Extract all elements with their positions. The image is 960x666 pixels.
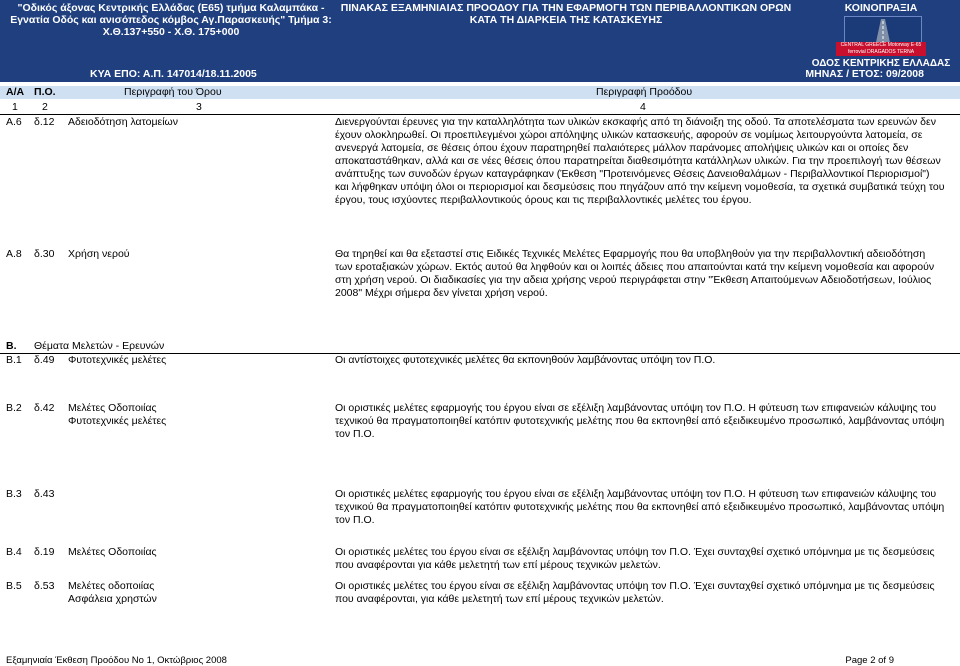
- row-term: Χρήση νερού: [68, 248, 130, 260]
- row-progress-text: Διενεργούνται έρευνες για την καταλληλότητα των υλικών εκσκαφής από τη διάνοιξη της οδού. Τα αποτελέσματα των ερευνών δεν έχουν ολοκληρωθεί. Οι προεπιλεγμένοι χώροι απόληψης υλικών κατασκευής, αφορούν σε νομίμως λειτουργούντα λατομεία, σε ανενεργά λατομεία, σε θέσεις όπου έχουν παρατηρηθεί παλαιότερες μάλλον παράνομες απολήψεις υλικών και οι οποίες δεν αποκαταστάθηκαν, αλλά και σε νέες θέσεις όπου παρατηρείται διαθεσιμότητα κατάλληλων υλικών. Για την προεπιλογή των θέσεων ανάπτυξης των συνοδών έργων καταγράφηκαν (Έκθεση "Προτεινόμενες Θέσεις Δανειοθαλάμων - Περιβαλλοντικοί Περιορισμοί") και λήφθηκαν υπόψη όλοι οι περιορισμοί και δεσμεύσεις που πηγάζουν από την κείμενη νομοθεσία, τα σχετικά συμβατικά τεύχη του έργου, τους ισχύοντες περιβαλλοντικούς όρους και τις περιβαλλοντικές μελέτες του έργου.: [335, 116, 945, 206]
- month-year: ΜΗΝΑΣ / ΕΤΟΣ: 09/2008: [805, 68, 924, 80]
- header-po: Π.Ο.: [34, 86, 56, 98]
- report-title: ΠΙΝΑΚΑΣ ΕΞΑΜΗΝΙΑΙΑΣ ΠΡΟΟΔΟΥ ΓΙΑ ΤΗΝ ΕΦΑΡΜΟΓΗ ΤΩΝ ΠΕΡΙΒΑΛΛΟΝΤΙΚΩΝ ΟΡΩΝ ΚΑΤΑ ΤΗ ΔΙΑΡΚΕΙΑ ΤΗΣ ΚΑΤΑΣΚΕΥΗΣ: [340, 2, 792, 26]
- col-number-4: 4: [640, 101, 646, 113]
- row-aa: Α.8: [6, 248, 22, 260]
- row-aa: Α.6: [6, 116, 22, 128]
- section-aa: Β.: [6, 340, 17, 352]
- row-po: δ.12: [34, 116, 55, 128]
- row-po: δ.49: [34, 354, 55, 366]
- row-po: δ.43: [34, 488, 55, 500]
- table-row: [0, 116, 960, 256]
- col-number-2: 2: [42, 101, 48, 113]
- row-term: Φυτοτεχνικές μελέτες: [68, 354, 167, 366]
- logo-banner: CENTRAL GREECE Motorway E-65 ferrovial DRAGADOS TERNA: [836, 42, 926, 56]
- report-header: [0, 0, 960, 82]
- col-number-3: 3: [196, 101, 202, 113]
- section-title: Θέματα Μελετών - Ερευνών: [34, 340, 165, 352]
- logo-top-text: ΚΟΙΝΟΠΡΑΞΙΑ: [844, 2, 918, 14]
- header-progress: Περιγραφή Προόδου: [596, 86, 693, 98]
- row-aa: Β.1: [6, 354, 22, 366]
- column-number-row: [0, 101, 960, 114]
- table-row: [0, 488, 960, 528]
- row-term: Μελέτες Οδοποιίας: [68, 546, 157, 558]
- row-term: Μελέτες οδοποιίας: [68, 580, 155, 592]
- row-progress-text: Οι οριστικές μελέτες του έργου είναι σε εξέλιξη λαμβάνοντας υπόψη τον Π.Ο. Έχει συνταχθεί σχετικό υπόμνημα με τις δεσμεύσεις που αναφέρονται για κάθε μελετητή των επί μέρους τεχνικών μελετών.: [335, 546, 935, 571]
- row-po: δ.42: [34, 402, 55, 414]
- project-title: "Οδικός άξονας Κεντρικής Ελλάδας (Ε65) τμήμα Καλαμπάκα - Εγνατία Οδός και ανισόπεδος κόμβος Αγ.Παρασκευής" Τμήμα 3: Χ.Θ.137+550 - Χ.Θ. 175+000: [10, 2, 332, 38]
- table-row: [0, 580, 960, 606]
- row-progress-text: Οι οριστικές μελέτες εφαρμογής του έργου είναι σε εξέλιξη λαμβάνοντας υπόψη τον Π.Ο. Η φύτευση των επιφανειών κάλυψης του τεχνικού θα πραγματοποιηθεί κατόπιν φυτοτεχνικής μελέτης που θα εκπονηθεί από εξειδικευμένο προσωπικό, λαμβάνοντας υπόψη τον Π.Ο.: [335, 402, 945, 440]
- row-progress-text: Οι οριστικές μελέτες του έργου είναι σε εξέλιξη λαμβάνοντας υπόψη τον Π.Ο. Έχει συνταχθεί σχετικό υπόμνημα με τις δεσμεύσεις που αναφέρονται, για κάθε μελετητή των επί μέρους τεχνικών μελετών.: [335, 580, 935, 605]
- col-number-1: 1: [12, 101, 18, 113]
- row-term-secondary: Φυτοτεχνικές μελέτες: [68, 415, 167, 427]
- row-term: Αδειοδότηση λατομείων: [68, 116, 178, 128]
- header-aa: Α/Α: [6, 86, 25, 98]
- consortium-logo: [806, 2, 956, 68]
- kya-reference: ΚΥΑ ΕΠΟ: Α.Π. 147014/18.11.2005: [90, 68, 257, 80]
- row-po: δ.53: [34, 580, 55, 592]
- section-header-row: [0, 340, 960, 353]
- divider: [0, 114, 960, 115]
- table-header-row: [0, 86, 960, 99]
- logo-bottom-text: ΟΔΟΣ ΚΕΝΤΡΙΚΗΣ ΕΛΛΑΔΑΣ: [811, 58, 951, 69]
- row-progress-text: Οι αντίστοιχες φυτοτεχνικές μελέτες θα εκπονηθούν λαμβάνοντας υπόψη τον Π.Ο.: [335, 354, 716, 366]
- row-aa: Β.4: [6, 546, 22, 558]
- footer-report-name: Εξαμηνιαία Έκθεση Προόδου Νο 1, Οκτώβριος 2008: [6, 655, 227, 666]
- row-progress-text: Θα τηρηθεί και θα εξεταστεί στις Ειδικές Τεχνικές Μελέτες Εφαρμογής που θα υποβληθούν για την περιβαλλοντική αδειοδότηση των εροταξιακών χώρων. Εκτός αυτού θα ληφθούν και οι λοιπές άδειες που απαιτούνται κατά την κείμενη νομοθεσία και αφορούν στη χρήση νερού. Οι διαδικασίες για την αδεια χρήσης νερού περιγράφεται στην "Έκθεση Απαιτούμενων Αδειοδοτήσεων, Ιούλιος 2008" Μέχρι σήμερα δεν γίνεται χρήση νερού.: [335, 248, 935, 299]
- row-term: Μελέτες Οδοποιίας: [68, 402, 157, 414]
- page-number: Page 2 of 9: [845, 655, 894, 666]
- table-row: [0, 248, 960, 308]
- header-term: Περιγραφή του Όρου: [124, 86, 222, 98]
- row-term-secondary: Ασφάλεια χρηστών: [68, 593, 157, 605]
- row-aa: Β.3: [6, 488, 22, 500]
- table-row: [0, 354, 960, 367]
- row-po: δ.19: [34, 546, 55, 558]
- row-progress-text: Οι οριστικές μελέτες εφαρμογής του έργου είναι σε εξέλιξη λαμβάνοντας υπόψη τον Π.Ο. Η φύτευση των επιφανειών κάλυψης του τεχνικού θα πραγματοποιηθεί κατόπιν φυτοτεχνικής μελέτης που θα εκπονηθεί από εξειδικευμένο προσωπικό, λαμβάνοντας υπόψη τον Π.Ο.: [335, 488, 945, 526]
- row-po: δ.30: [34, 248, 55, 260]
- row-aa: Β.2: [6, 402, 22, 414]
- table-row: [0, 546, 960, 572]
- table-row: [0, 402, 960, 442]
- row-aa: Β.5: [6, 580, 22, 592]
